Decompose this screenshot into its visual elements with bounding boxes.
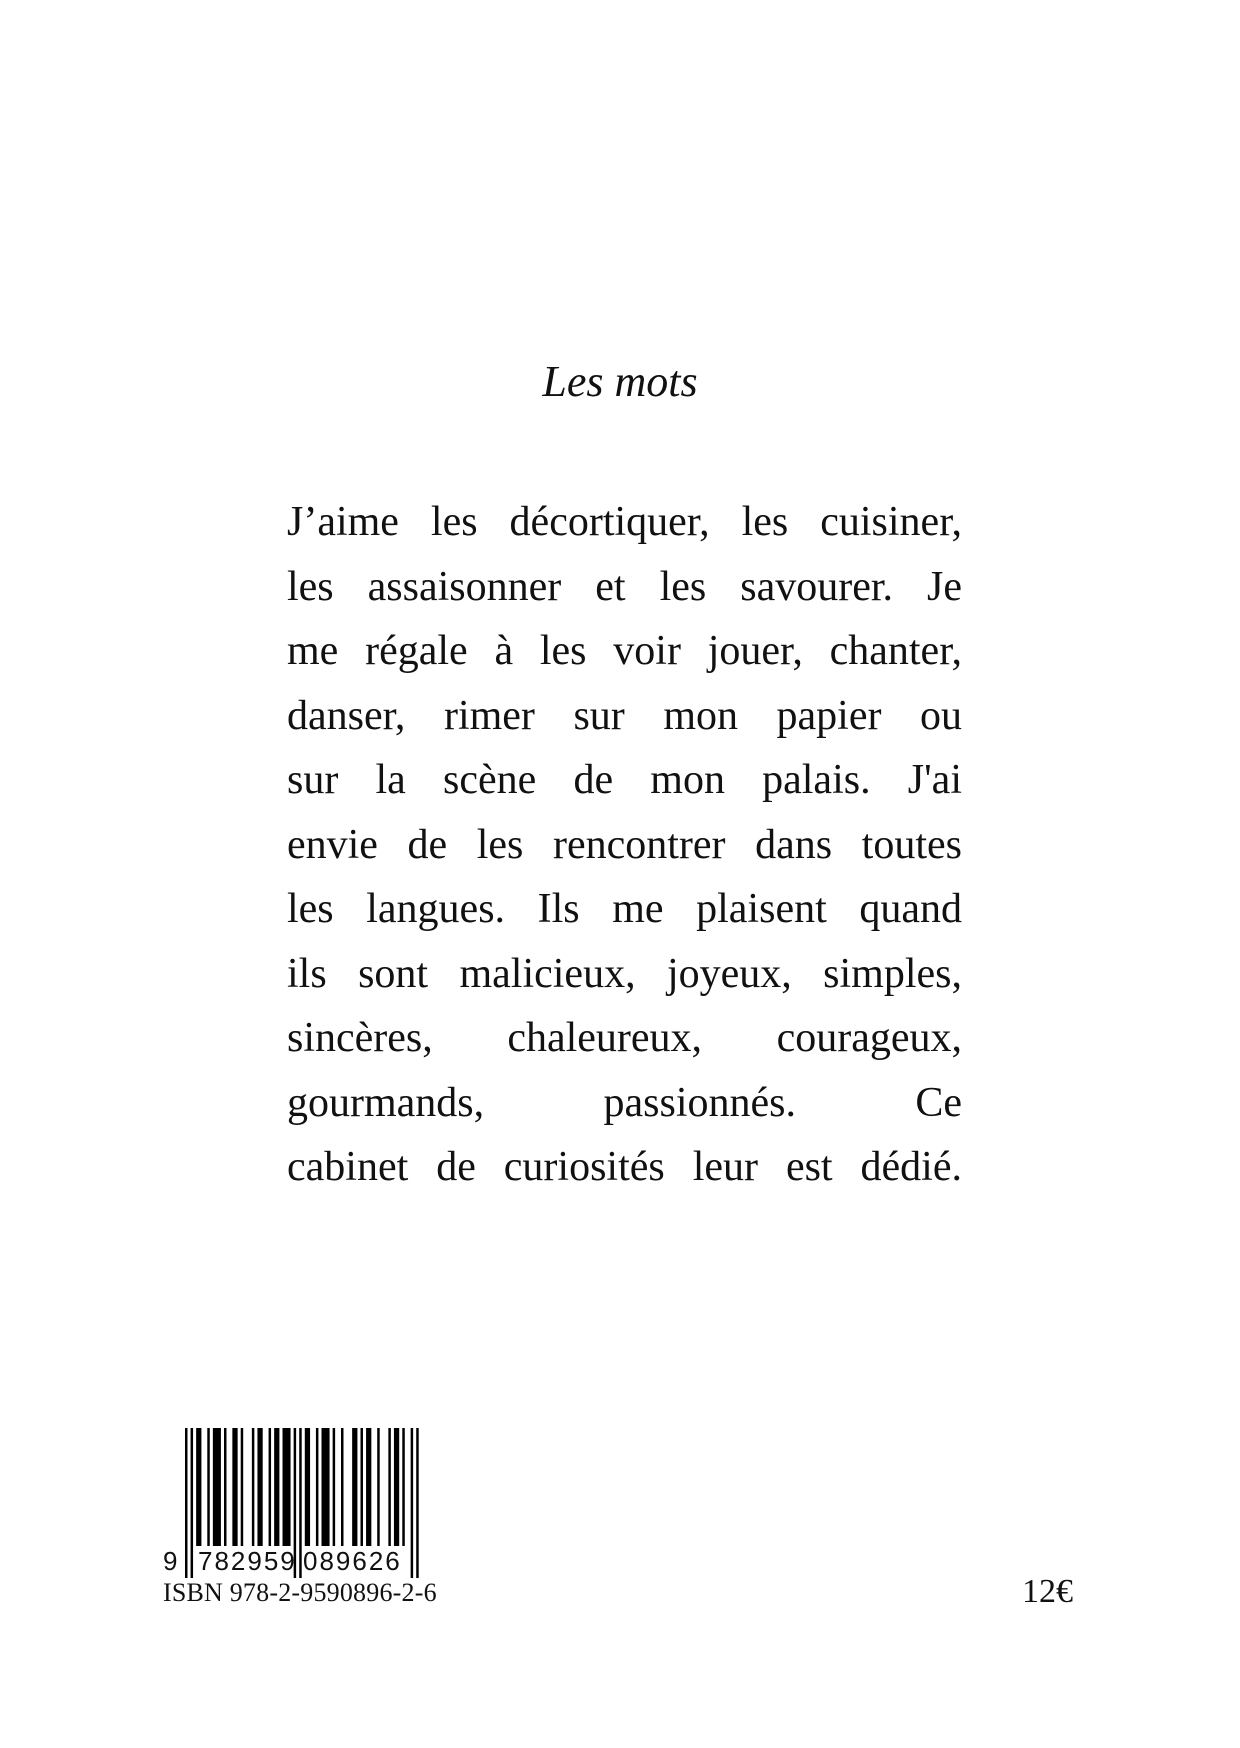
barcode-bar	[305, 1428, 310, 1546]
blurb-line: danser, rimer sur mon papier ou	[287, 692, 962, 739]
barcode-digits-left: 782959	[198, 1546, 297, 1576]
barcode-bar	[333, 1428, 335, 1546]
barcode-bar	[352, 1428, 357, 1546]
blurb-line: ils sont malicieux, joyeux, simples,	[287, 950, 962, 997]
isbn-text: ISBN 978-2-9590896-2-6	[163, 1578, 437, 1607]
barcode-bar	[316, 1428, 318, 1546]
barcode-bar	[283, 1428, 291, 1546]
barcode-bar	[366, 1428, 371, 1546]
barcode-bar	[394, 1428, 399, 1546]
blurb-line: les assaisonner et les savourer. Je	[287, 563, 962, 610]
barcode-bar	[416, 1428, 418, 1578]
barcode-bar	[232, 1428, 237, 1546]
blurb-line: cabinet de curiosités leur est dédié.	[287, 1144, 962, 1190]
book-title: Les mots	[542, 357, 698, 406]
blurb-line: envie de les rencontrer dans toutes	[287, 821, 962, 868]
barcode-bar	[388, 1428, 390, 1546]
blurb-line: J’aime les décortiquer, les cuisiner,	[287, 499, 962, 545]
barcode-bar	[341, 1428, 343, 1546]
barcode-bar	[207, 1428, 209, 1546]
barcode-digits-right: 089626	[303, 1546, 402, 1576]
blurb-paragraph	[287, 490, 962, 1200]
barcode-digit-lead: 9	[163, 1546, 178, 1576]
barcode-bar	[377, 1428, 379, 1546]
barcode-bar	[241, 1428, 243, 1546]
barcode-bar	[196, 1428, 201, 1546]
barcode-bar	[213, 1428, 221, 1546]
barcode-bar	[191, 1428, 193, 1578]
barcode-bar	[402, 1428, 404, 1546]
barcode-bar	[322, 1428, 330, 1546]
blurb-line: me régale à les voir jouer, chanter,	[287, 628, 962, 674]
barcode-bar	[299, 1428, 301, 1578]
blurb-line: sur la scène de mon palais. J'ai	[287, 757, 962, 803]
blurb-line: sincères, chaleureux, courageux,	[287, 1015, 962, 1061]
price: 12€	[1022, 1573, 1073, 1610]
barcode-bar	[185, 1428, 187, 1578]
barcode-bar	[274, 1428, 279, 1546]
barcode-bar	[224, 1428, 226, 1546]
barcode-bar	[411, 1428, 413, 1578]
barcode-bar	[361, 1428, 363, 1546]
barcode-bar	[252, 1428, 254, 1546]
blurb-line: gourmands, passionnés. Ce	[287, 1079, 962, 1126]
barcode-bar	[269, 1428, 271, 1546]
blurb-line: les langues. Ils me plaisent quand	[287, 886, 962, 932]
barcode-bar	[257, 1428, 262, 1546]
